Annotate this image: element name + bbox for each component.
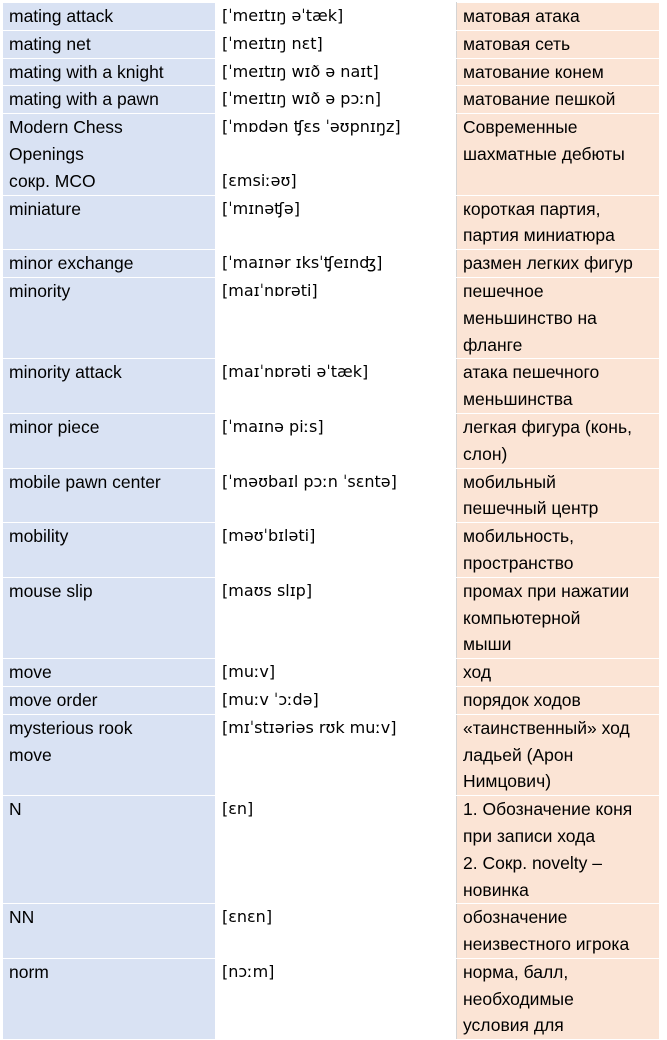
- translation-cell: [457, 796, 660, 904]
- transcription-line: [maʊs slɪp]: [222, 580, 313, 600]
- term-cell: [3, 523, 216, 578]
- term-cell: [3, 659, 216, 687]
- transcription-line: [maɪˈnɒrəti]: [222, 280, 318, 300]
- transcription-cell: [216, 659, 457, 687]
- transcription-cell: [216, 359, 457, 414]
- translation-cell: [457, 523, 660, 578]
- term-cell: [3, 250, 216, 278]
- translation-line: 2. Сокр. novelty –: [463, 852, 602, 873]
- translation-line: матование конем: [463, 61, 604, 82]
- translation-line: «таинственный» ход: [463, 717, 630, 738]
- glossary-row: [3, 686, 660, 714]
- translation-line: Современные: [463, 117, 578, 138]
- term-cell: [3, 359, 216, 414]
- translation-line: порядок ходов: [463, 689, 581, 710]
- term-cell: [3, 58, 216, 86]
- glossary-row: [3, 958, 660, 1039]
- term-cell: [3, 686, 216, 714]
- glossary-row: [3, 58, 660, 86]
- term-line: move: [9, 662, 52, 683]
- transcription-cell: [216, 714, 457, 795]
- transcription-line: [ˈmeɪtɪŋ wɪð ə naɪt]: [222, 61, 379, 81]
- glossary-row: [3, 904, 660, 959]
- transcription-cell: [216, 796, 457, 904]
- glossary-row: [3, 659, 660, 687]
- translation-line: атака пешечного: [463, 362, 600, 383]
- transcription-line: [ˈmɒdən ʧɛs ˈəʊpnɪŋz]: [222, 117, 401, 137]
- transcription-line: [muːv]: [222, 662, 276, 682]
- translation-cell: [457, 114, 660, 195]
- term-line: сокр. MCO: [9, 170, 96, 191]
- translation-line: слон): [463, 443, 508, 464]
- transcription-line: [ˈmeɪtɪŋ wɪð ə pɔːn]: [222, 89, 382, 109]
- term-line: mobility: [9, 526, 69, 547]
- translation-cell: [457, 195, 660, 250]
- glossary-row: [3, 714, 660, 795]
- translation-line: необходимые: [463, 988, 574, 1009]
- translation-line: размен легких фигур: [463, 253, 633, 274]
- transcription-cell: [216, 86, 457, 114]
- glossary-row: [3, 413, 660, 468]
- translation-cell: [457, 277, 660, 358]
- glossary-row: [3, 86, 660, 114]
- term-cell: [3, 714, 216, 795]
- term-line: move: [9, 744, 52, 765]
- translation-cell: [457, 413, 660, 468]
- translation-cell: [457, 250, 660, 278]
- glossary-row: [3, 277, 660, 358]
- translation-cell: [457, 904, 660, 959]
- translation-line: матовая сеть: [463, 33, 571, 54]
- transcription-line: [ˈmeɪtɪŋ nɛt]: [222, 33, 323, 53]
- term-cell: [3, 114, 216, 195]
- transcription-line: [muːv ˈɔːdə]: [222, 689, 319, 709]
- transcription-line: [mɪˈstɪəriəs rʊk muːv]: [222, 717, 397, 737]
- translation-line: компьютерной: [463, 607, 581, 628]
- translation-line: новинка: [463, 879, 529, 900]
- transcription-cell: [216, 904, 457, 959]
- translation-line: шахматные дебюты: [463, 143, 625, 164]
- glossary-row: [3, 523, 660, 578]
- translation-cell: [457, 686, 660, 714]
- transcription-cell: [216, 114, 457, 195]
- translation-line: обозначение: [463, 907, 568, 928]
- transcription-line: [ˈməʊbaɪl pɔːn ˈsɛntə]: [222, 471, 397, 491]
- glossary-row: [3, 250, 660, 278]
- translation-line: условия для: [463, 1015, 564, 1036]
- term-cell: [3, 904, 216, 959]
- translation-line: фланге: [463, 334, 523, 355]
- translation-line: ход: [463, 662, 492, 683]
- term-line: minor piece: [9, 416, 100, 437]
- transcription-cell: [216, 58, 457, 86]
- translation-cell: [457, 30, 660, 58]
- term-cell: [3, 3, 216, 31]
- transcription-line: [ɛmsiːəʊ]: [222, 170, 297, 190]
- translation-line: партия миниатюра: [463, 225, 615, 246]
- translation-line: неизвестного игрока: [463, 934, 630, 955]
- transcription-line: [maɪˈnɒrəti əˈtæk]: [222, 362, 369, 382]
- glossary-row: [3, 114, 660, 195]
- translation-cell: [457, 714, 660, 795]
- transcription-cell: [216, 277, 457, 358]
- transcription-cell: [216, 30, 457, 58]
- term-line: norm: [9, 961, 49, 982]
- translation-line: матование пешкой: [463, 89, 616, 110]
- translation-line: меньшинство на: [463, 307, 597, 328]
- translation-line: мобильный: [463, 471, 556, 492]
- glossary-row: [3, 3, 660, 31]
- translation-cell: [457, 86, 660, 114]
- transcription-line: [nɔːm]: [222, 961, 275, 981]
- translation-cell: [457, 468, 660, 523]
- transcription-cell: [216, 3, 457, 31]
- term-line: NN: [9, 907, 35, 928]
- term-cell: [3, 958, 216, 1039]
- translation-line: при записи хода: [463, 825, 596, 846]
- term-line: minority attack: [9, 362, 122, 383]
- transcription-line: [ˈmaɪnər ɪksˈʧeɪnʤ]: [222, 253, 383, 273]
- term-line: minor exchange: [9, 253, 134, 274]
- term-line: mobile pawn center: [9, 471, 161, 492]
- transcription-cell: [216, 958, 457, 1039]
- glossary-row: [3, 468, 660, 523]
- term-line: miniature: [9, 198, 81, 219]
- glossary-table: [2, 2, 660, 1040]
- translation-cell: [457, 659, 660, 687]
- term-line: Modern Chess: [9, 117, 123, 138]
- transcription-line: [ˈmeɪtɪŋ əˈtæk]: [222, 6, 344, 25]
- term-line: mating net: [9, 33, 91, 54]
- transcription-cell: [216, 413, 457, 468]
- translation-line: короткая партия,: [463, 198, 601, 219]
- term-line: N: [9, 799, 22, 820]
- transcription-line: [məʊˈbɪləti]: [222, 526, 316, 546]
- translation-line: Нимцович): [463, 771, 552, 792]
- translation-line: ладьей (Арон: [463, 744, 574, 765]
- translation-cell: [457, 577, 660, 658]
- translation-line: 1. Обозначение коня: [463, 799, 633, 820]
- term-line: mating with a pawn: [9, 89, 159, 110]
- term-line: Openings: [9, 143, 84, 164]
- translation-line: пространство: [463, 552, 574, 573]
- translation-cell: [457, 58, 660, 86]
- term-cell: [3, 468, 216, 523]
- translation-cell: [457, 359, 660, 414]
- transcription-line: [ˈmaɪnə piːs]: [222, 416, 324, 436]
- glossary-body: [3, 3, 660, 1040]
- translation-line: [463, 168, 653, 195]
- translation-line: пешечное: [463, 280, 544, 301]
- glossary-row: [3, 30, 660, 58]
- term-line: mouse slip: [9, 580, 93, 601]
- translation-line: пешечный центр: [463, 498, 599, 519]
- translation-line: промах при нажатии: [463, 580, 630, 601]
- term-line: mating with a knight: [9, 61, 164, 82]
- transcription-cell: [216, 195, 457, 250]
- transcription-line: [ˈmɪnəʧə]: [222, 198, 300, 218]
- glossary-row: [3, 796, 660, 904]
- term-cell: [3, 86, 216, 114]
- translation-line: меньшинства: [463, 389, 573, 410]
- translation-cell: [457, 3, 660, 31]
- term-cell: [3, 577, 216, 658]
- transcription-cell: [216, 250, 457, 278]
- term-cell: [3, 796, 216, 904]
- transcription-line: [ɛnɛn]: [222, 907, 273, 927]
- glossary-row: [3, 359, 660, 414]
- term-line: mysterious rook: [9, 717, 133, 738]
- translation-line: норма, балл,: [463, 961, 569, 982]
- transcription-line: [ɛn]: [222, 799, 254, 819]
- translation-line: легкая фигура (конь,: [463, 416, 632, 437]
- translation-line: мобильность,: [463, 526, 575, 547]
- term-line: mating attack: [9, 6, 114, 26]
- translation-cell: [457, 958, 660, 1039]
- translation-line: мыши: [463, 634, 512, 655]
- transcription-cell: [216, 523, 457, 578]
- translation-line: матовая атака: [463, 6, 580, 26]
- transcription-cell: [216, 577, 457, 658]
- glossary-row: [3, 195, 660, 250]
- term-line: move order: [9, 689, 98, 710]
- transcription-cell: [216, 686, 457, 714]
- term-cell: [3, 195, 216, 250]
- term-cell: [3, 30, 216, 58]
- term-cell: [3, 413, 216, 468]
- term-line: minority: [9, 280, 71, 301]
- transcription-cell: [216, 468, 457, 523]
- transcription-line: [222, 141, 450, 168]
- term-cell: [3, 277, 216, 358]
- glossary-row: [3, 577, 660, 658]
